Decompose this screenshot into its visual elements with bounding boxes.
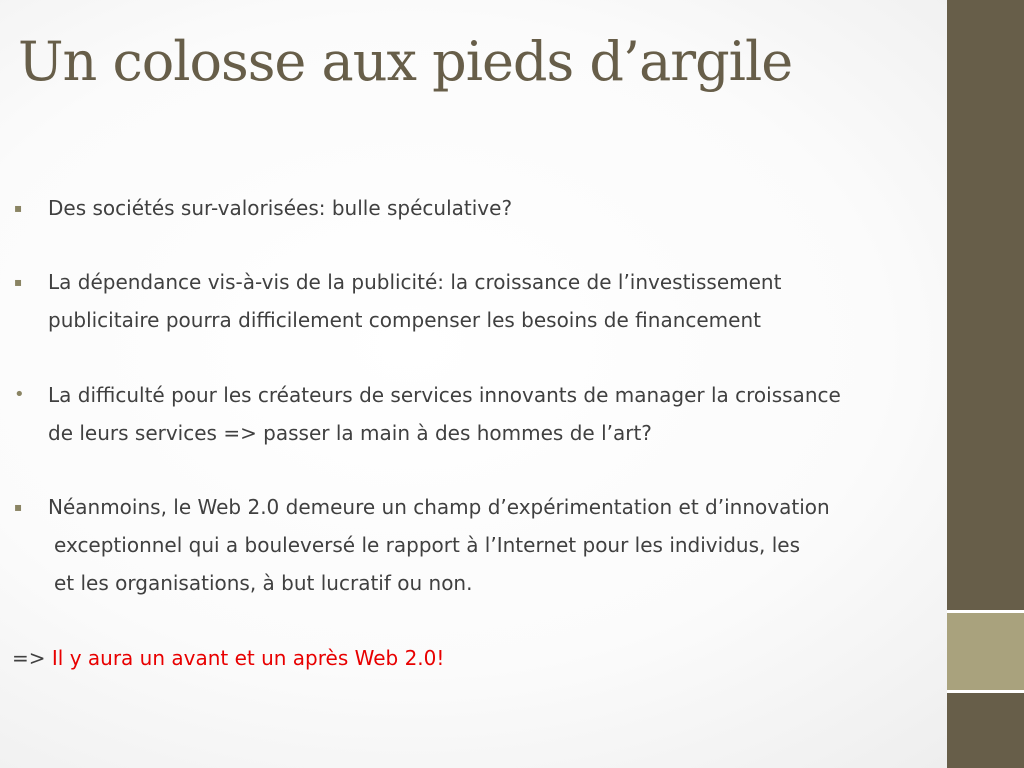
square-bullet-icon: ▪	[14, 201, 23, 215]
square-bullet-icon: ▪	[14, 500, 23, 514]
bullet-2-line-2: publicitaire pourra difficilement compenser les besoins de financement	[48, 308, 761, 332]
bullet-3-line-1: La difficulté pour les créateurs de services innovants de manager la croissance	[48, 383, 841, 407]
round-bullet-icon: •	[14, 384, 25, 405]
bullet-4-line-1: Néanmoins, le Web 2.0 demeure un champ d’expérimentation et d’innovation	[48, 495, 830, 519]
slide-title: Un colosse aux pieds d’argile	[18, 30, 793, 93]
bullet-3-line-2: de leurs services => passer la main à des hommes de l’art?	[48, 421, 652, 445]
conclusion-text: Il y aura un avant et un après Web 2.0!	[51, 646, 445, 670]
square-bullet-icon: ▪	[14, 275, 23, 289]
sidebar-divider	[947, 690, 1024, 693]
bullet-2-line-1: La dépendance vis-à-vis de la publicité: la croissance de l’investissement	[48, 270, 782, 294]
sidebar-accent-block	[947, 613, 1024, 690]
arrow-prefix: =>	[12, 646, 52, 670]
bullet-4-line-2: exceptionnel qui a bouleversé le rapport à l’Internet pour les individus, les	[54, 533, 800, 557]
bullet-4-line-3: et les organisations, à but lucratif ou non.	[54, 571, 473, 595]
conclusion-line	[12, 646, 444, 670]
decorative-sidebar	[947, 0, 1024, 768]
bullet-1-line-1: Des sociétés sur-valorisées: bulle spéculative?	[48, 196, 513, 220]
